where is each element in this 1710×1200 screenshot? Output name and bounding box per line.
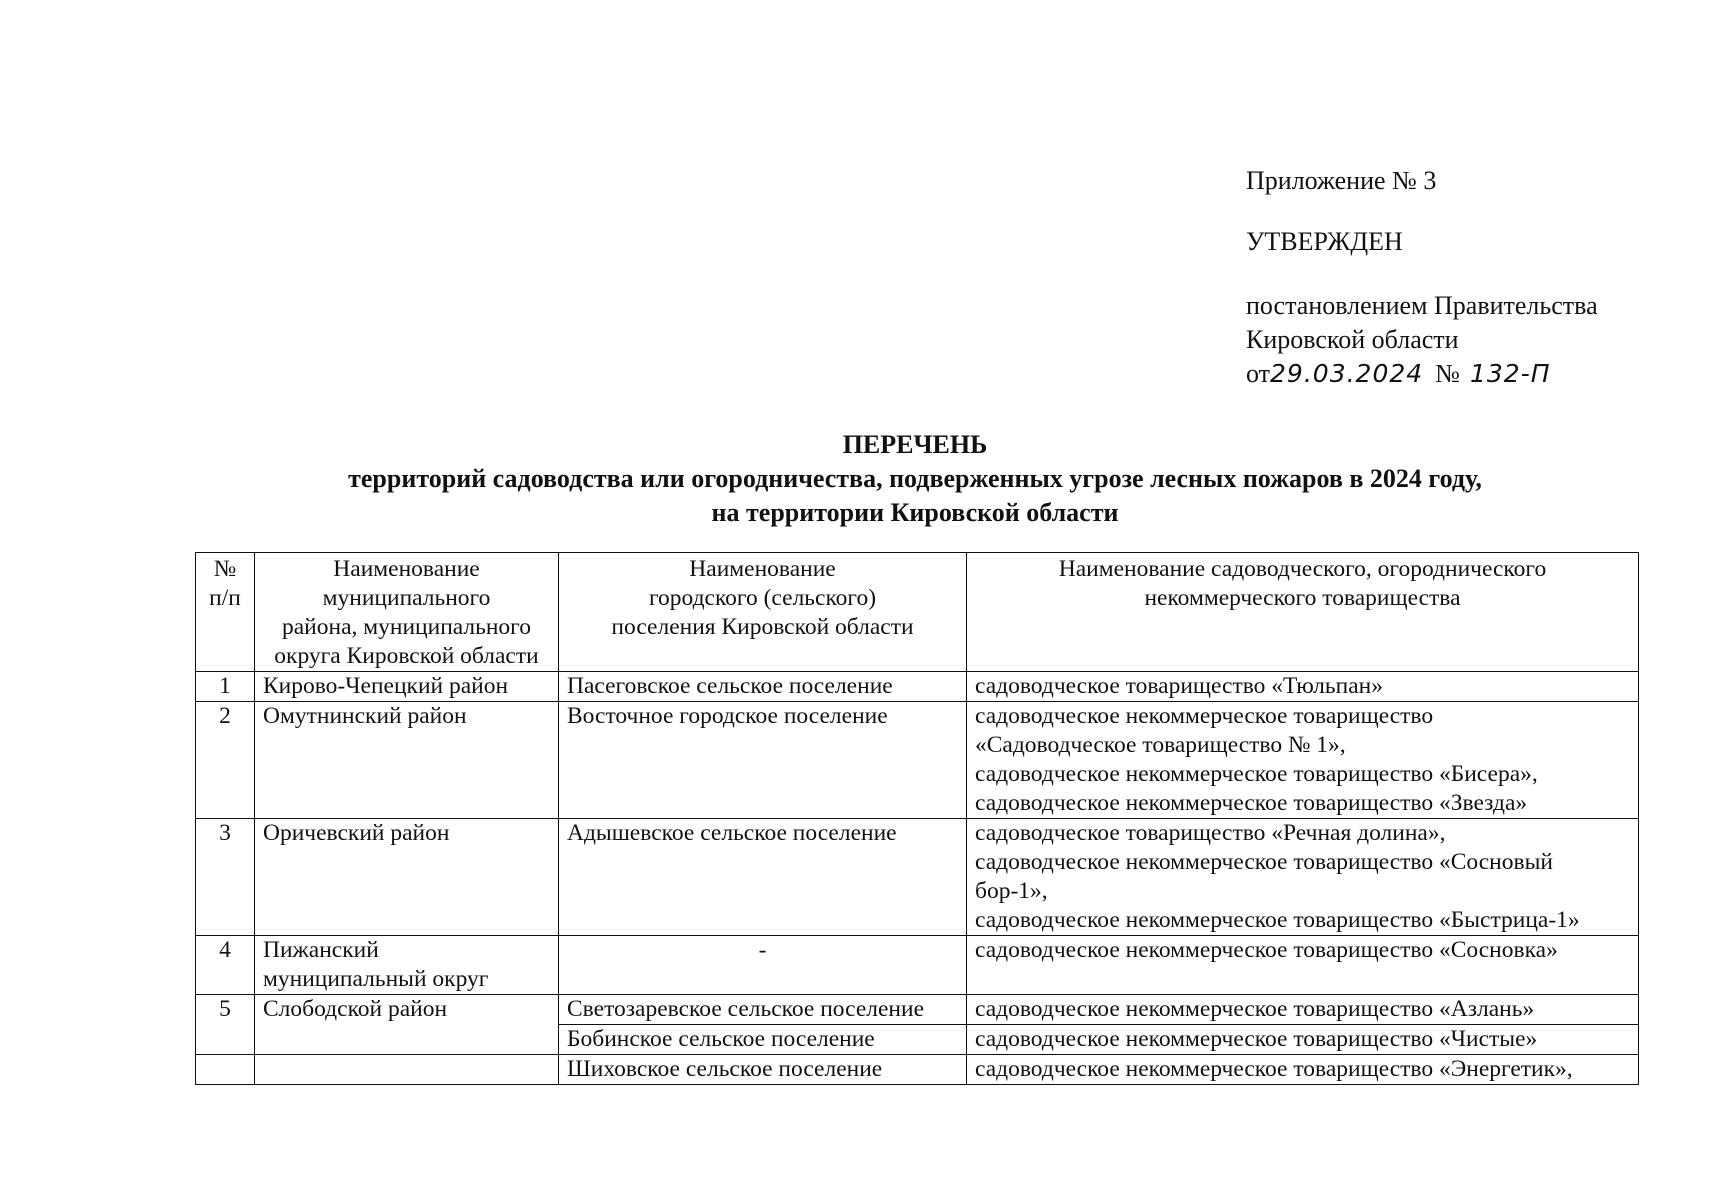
partnership-line: садоводческое некоммерческое товарищество «Бисера»,: [975, 761, 1538, 787]
header-settlement-line: поселения Кировской области: [611, 614, 914, 640]
table-row: [196, 819, 1639, 936]
cell-num: [196, 1055, 255, 1085]
cell-num: 2: [196, 702, 255, 819]
title-heading: ПЕРЕЧЕНЬ: [842, 430, 988, 459]
table-row: [196, 995, 1639, 1025]
header-partnership: [967, 553, 1639, 672]
handwritten-date: 29.03.2024: [1270, 359, 1424, 388]
cell-partnership: садоводческое некоммерческое товарищество «Сосновка»: [967, 936, 1639, 995]
header-num-line: п/п: [209, 585, 241, 611]
cell-settlement: Светозаревское сельское поселение: [559, 995, 967, 1025]
header-settlement-line: городского (сельского): [648, 585, 877, 611]
cell-settlement: Адышевское сельское поселение: [559, 819, 967, 936]
handwritten-number: 132-П: [1469, 359, 1551, 388]
date-prefix: от: [1246, 359, 1271, 388]
header-district-line: района, муниципального: [282, 614, 531, 640]
header-settlement: [559, 553, 967, 672]
partnership-line: садоводческое товарищество «Речная долина»,: [975, 820, 1446, 846]
cell-num: 1: [196, 672, 255, 702]
number-sign: №: [1435, 359, 1460, 388]
district-line: Пижанский: [263, 937, 379, 963]
partnership-line: бор-1»,: [975, 878, 1048, 904]
header-num: [196, 553, 255, 672]
cell-partnership: садоводческое некоммерческое товарищество «Энергетик»,: [967, 1055, 1639, 1085]
cell-district: [255, 1055, 559, 1085]
cell-district: Оричевский район: [255, 819, 559, 936]
cell-num: 5: [196, 995, 255, 1055]
header-partnership-line: Наименование садоводческого, огороднического: [1058, 556, 1547, 582]
partnership-line: садоводческое некоммерческое товарищество «Звезда»: [975, 790, 1528, 816]
header-district-line: муниципального: [322, 585, 491, 611]
approved-label: УТВЕРЖДЕН: [1246, 227, 1403, 256]
title-line-2: на территории Кировской области: [711, 498, 1119, 527]
appendix-label: Приложение № 3: [1246, 166, 1437, 195]
table-row: [196, 672, 1639, 702]
decree-line-1: постановлением Правительства: [1246, 291, 1598, 320]
cell-partnership: садоводческое некоммерческое товарищество «Чистые»: [967, 1025, 1639, 1055]
cell-partnership: садоводческое некоммерческое товарищество «Азлань»: [967, 995, 1639, 1025]
header-district-line: округа Кировской области: [274, 643, 539, 669]
header-partnership-line: некоммерческого товарищества: [1144, 585, 1461, 611]
partnership-line: «Садоводческое товарищество № 1»,: [975, 732, 1346, 758]
approval-block: [1246, 164, 1686, 391]
table-row: [196, 702, 1639, 819]
header-num-line: №: [213, 556, 237, 582]
table-row: [196, 1055, 1639, 1085]
cell-district: Слободской район: [255, 995, 559, 1055]
partnership-line: садоводческое некоммерческое товарищество: [975, 703, 1434, 729]
cell-settlement: -: [559, 936, 967, 995]
cell-district: [255, 936, 559, 995]
cell-district: Кирово-Чепецкий район: [255, 672, 559, 702]
decree-date-number: [1246, 357, 1686, 391]
cell-settlement: Бобинское сельское поселение: [559, 1025, 967, 1055]
header-settlement-line: Наименование: [689, 556, 836, 582]
decree-line-2: Кировской области: [1246, 325, 1459, 354]
header-district: [255, 553, 559, 672]
cell-settlement: Пасеговское сельское поселение: [559, 672, 967, 702]
cell-num: 4: [196, 936, 255, 995]
partnership-line: садоводческое некоммерческое товарищество «Сосновый: [975, 849, 1553, 875]
territory-table: [195, 552, 1639, 1085]
document-title: [0, 428, 1710, 530]
cell-settlement: Шиховское сельское поселение: [559, 1055, 967, 1085]
partnership-line: садоводческое некоммерческое товарищество «Быстрица-1»: [975, 907, 1580, 933]
header-district-line: Наименование: [333, 556, 480, 582]
table-header-row: [196, 553, 1639, 672]
district-line: муниципальный округ: [263, 966, 489, 992]
title-line-1: территорий садоводства или огородничества, подверженных угрозе лесных пожаров в 2024 году,: [348, 464, 1482, 493]
cell-settlement: Восточное городское поселение: [559, 702, 967, 819]
table-row: [196, 936, 1639, 995]
cell-partnership: [967, 702, 1639, 819]
cell-partnership: [967, 819, 1639, 936]
cell-partnership: садоводческое товарищество «Тюльпан»: [967, 672, 1639, 702]
cell-num: 3: [196, 819, 255, 936]
cell-district: Омутнинский район: [255, 702, 559, 819]
